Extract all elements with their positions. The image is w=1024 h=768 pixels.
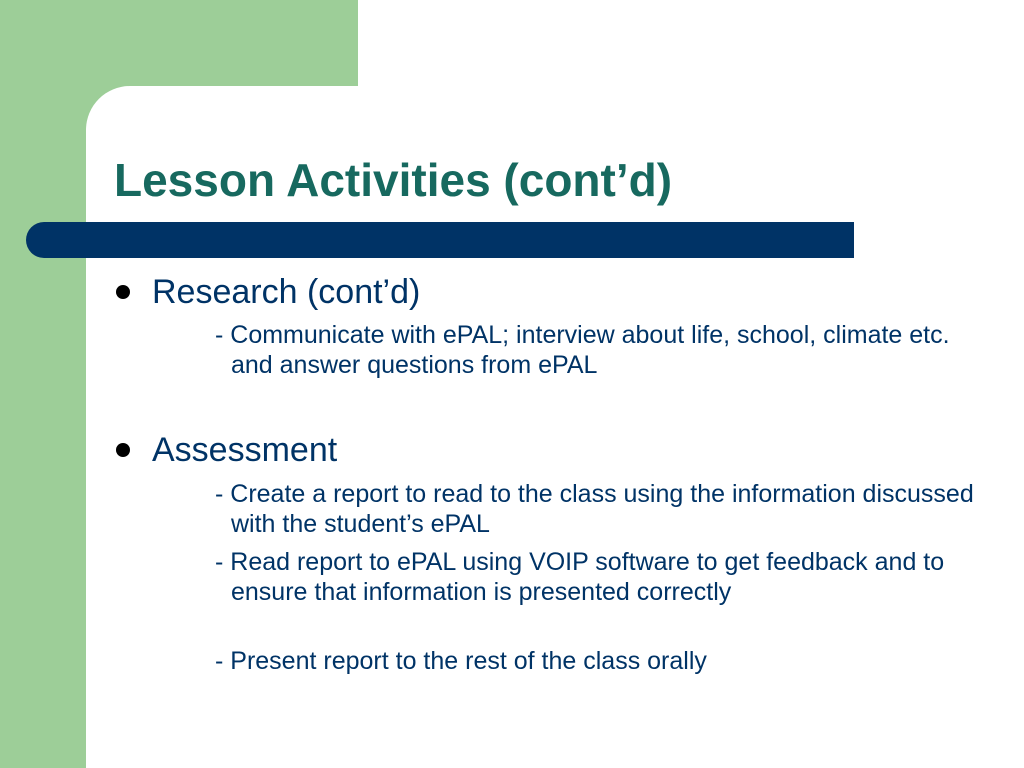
bullet-research (116, 272, 420, 312)
sub-item: - Read report to ePAL using VOIP software to get feedback and to ensure that information is presented correctly (215, 548, 945, 606)
sub-item: - Communicate with ePAL; interview about life, school, climate etc. and answer questions from ePAL (215, 321, 950, 379)
bullet-dot-icon (116, 285, 130, 299)
sub-item: - Create a report to read to the class using the information discussed with the student’s ePAL (215, 480, 974, 538)
bullet-label: Assessment (152, 431, 338, 469)
title-underline-bar (26, 222, 854, 258)
bullet-dot-icon (116, 443, 130, 457)
bullet-assessment (116, 430, 337, 470)
slide-title: Lesson Activities (cont’d) (114, 154, 673, 206)
sub-item: - Present report to the rest of the class orally (215, 647, 707, 675)
bullet-label: Research (cont’d) (152, 273, 421, 311)
